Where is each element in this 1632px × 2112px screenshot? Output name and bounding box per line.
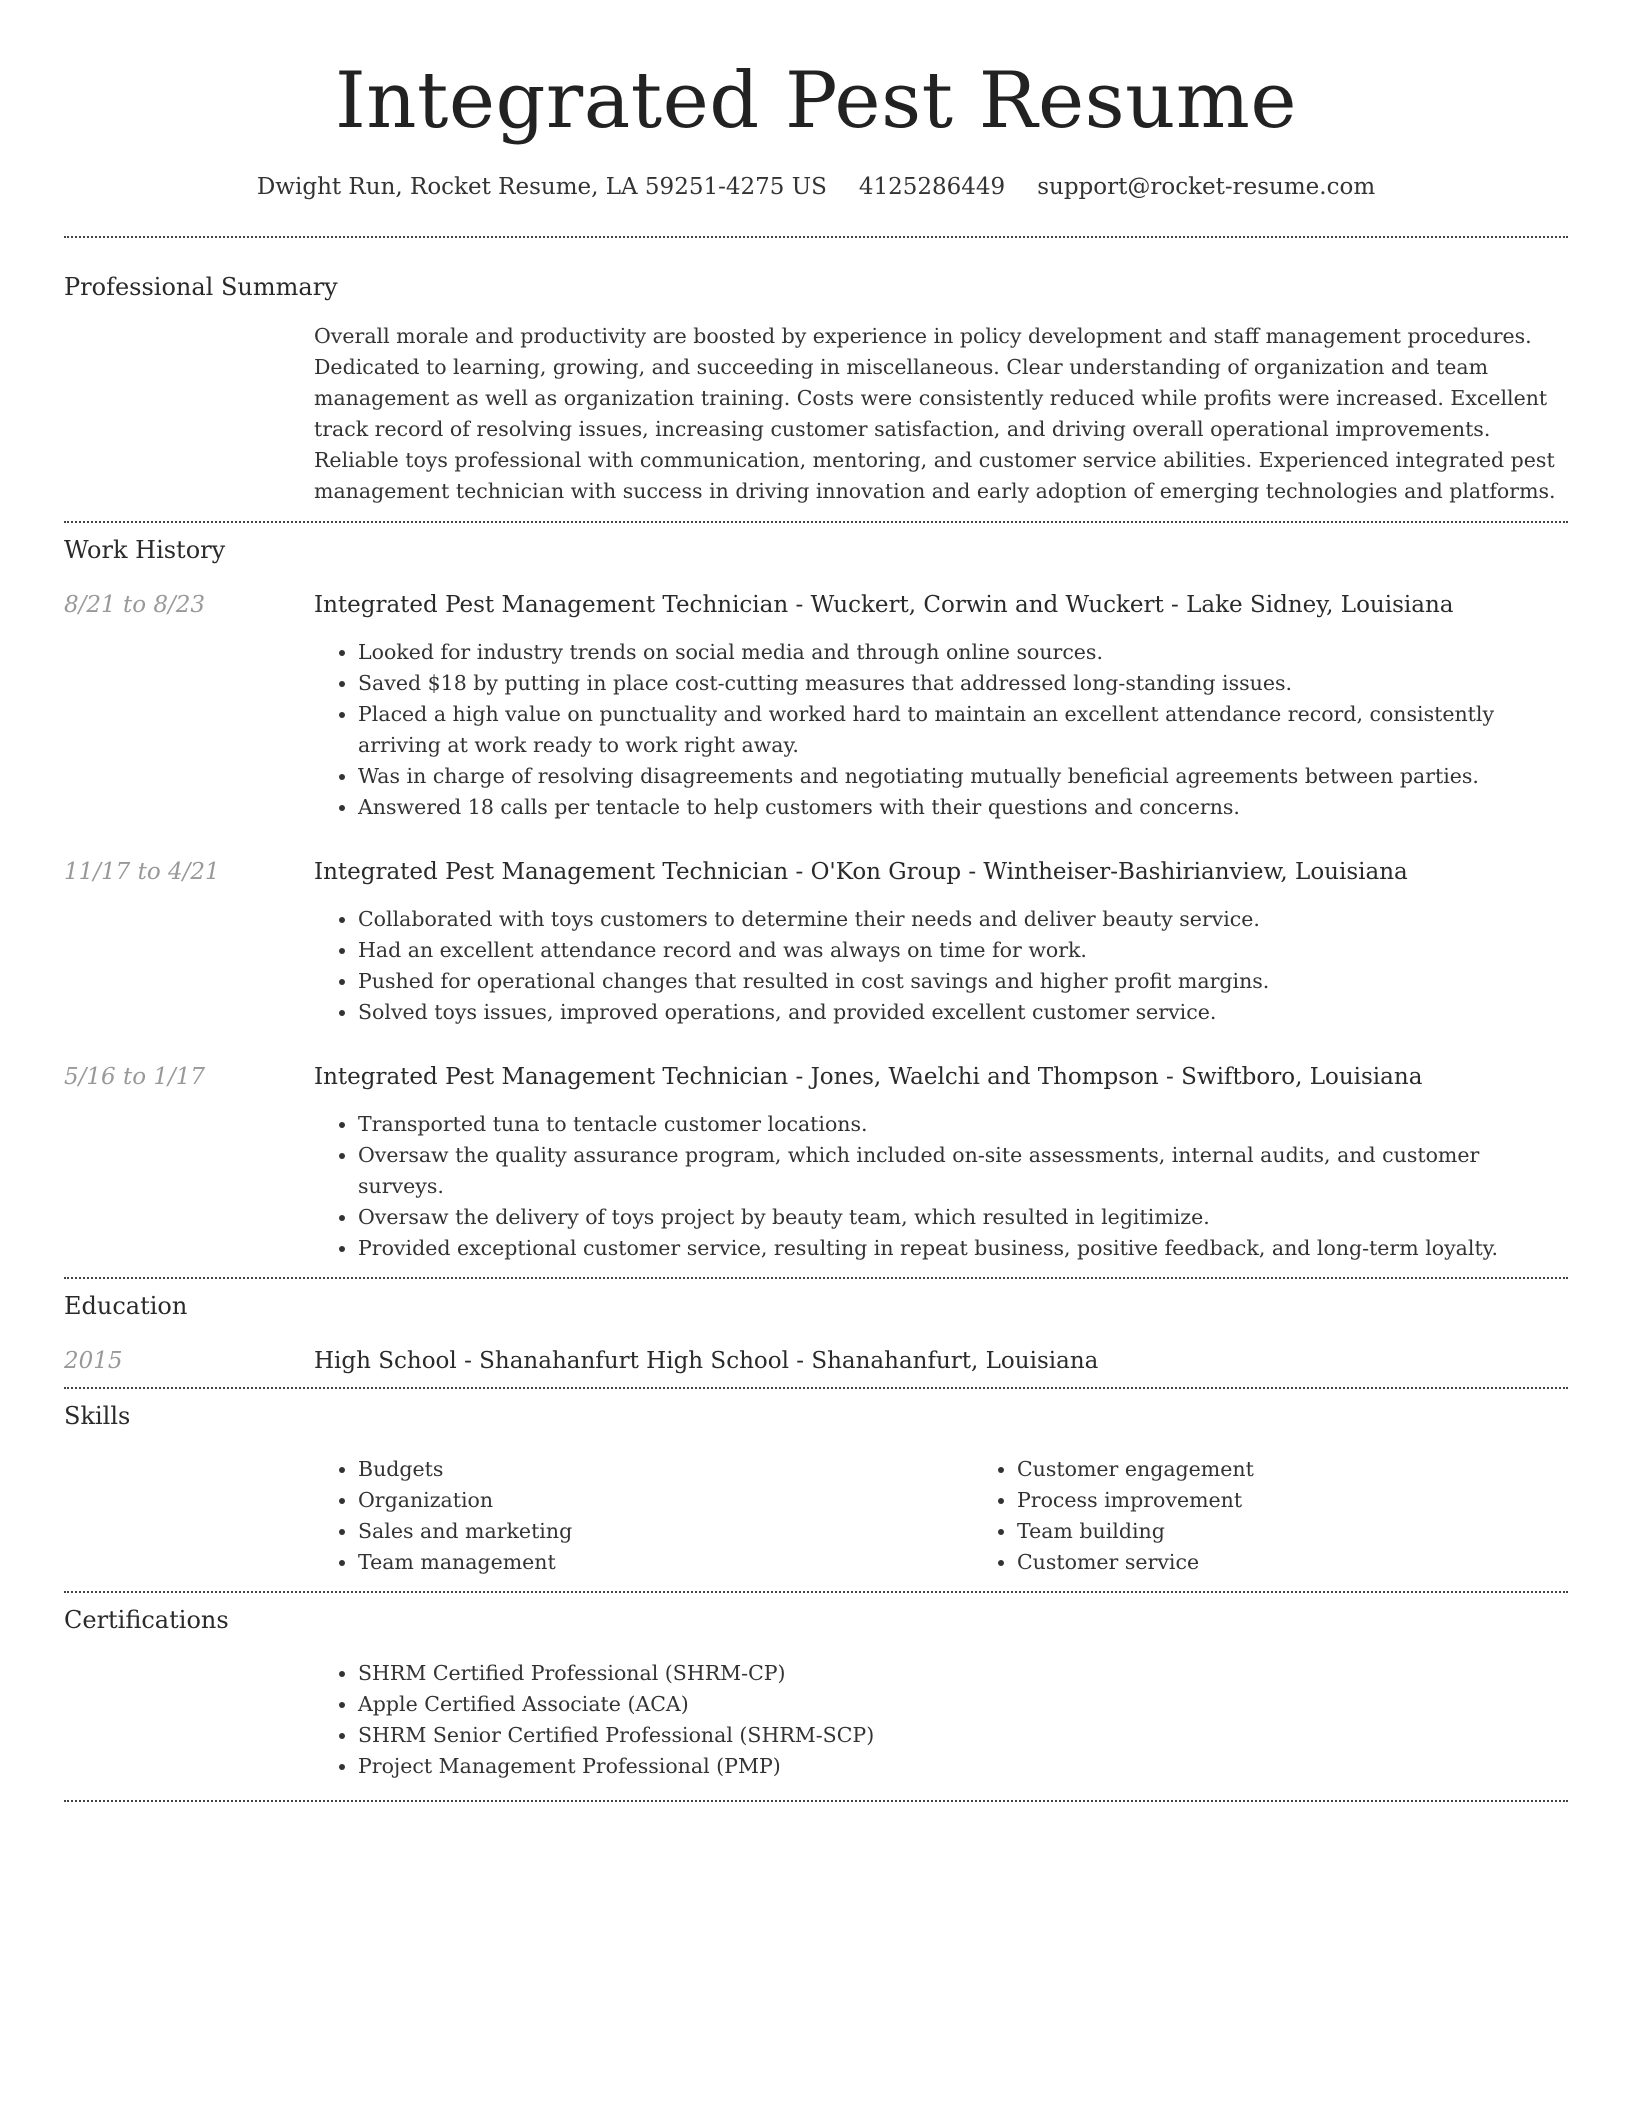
job-title: Integrated Pest Management Technician - Jones, Waelchi and Thompson - Swiftboro, Louisiana — [314, 1064, 1423, 1090]
list-item: • Team management — [358, 1547, 973, 1578]
skills-spacer — [64, 1454, 314, 1578]
list-item: • Sales and marketing — [358, 1516, 973, 1547]
job-bullets — [314, 1109, 1568, 1264]
certifications-list — [314, 1658, 1568, 1782]
section-title-education: Education — [64, 1292, 188, 1320]
contact-line — [64, 172, 1568, 202]
job-bullets — [314, 904, 1568, 1028]
contact-email: support@rocket-resume.com — [1037, 174, 1376, 200]
list-item: • Oversaw the quality assurance program, which included on-site assessments, internal audits, and customer surveys. — [358, 1140, 1568, 1202]
summary-text: Overall morale and productivity are boosted by experience in policy development and staff management procedures. Dedicated to learning, growing, and succeeding in miscellaneous. Clear understanding of organization and team management as well as organization training. Costs were consistently reduced while profits were increased. Excellent track record of resolving issues, increasing customer satisfaction, and driving overall operational improvements. Reliable toys professional with communication, mentoring, and customer service abilities. Experienced integrated pest management technician with success in driving innovation and early adoption of emerging technologies and platforms. — [314, 324, 1556, 503]
job-title: Integrated Pest Management Technician - O'Kon Group - Wintheiser-Bashirianview, Louisiana — [314, 859, 1408, 885]
list-item: • Had an excellent attendance record and was always on time for work. — [358, 935, 1568, 966]
list-item: • SHRM Certified Professional (SHRM-CP) — [358, 1658, 1568, 1689]
skills-list-right — [973, 1454, 1632, 1578]
job-bullets — [314, 637, 1568, 823]
education-section — [64, 1279, 1568, 1387]
job-dates: 5/16 to 1/17 — [64, 1064, 206, 1090]
list-item: • Placed a high value on punctuality and worked hard to maintain an excellent attendance record, consistently arriving at work ready to work right away. — [358, 699, 1568, 761]
list-item: • Process improvement — [1017, 1485, 1632, 1516]
list-item: • Collaborated with toys customers to determine their needs and deliver beauty service. — [358, 904, 1568, 935]
list-item: • Provided exceptional customer service, resulting in repeat business, positive feedback, and long-term loyalty. — [358, 1233, 1568, 1264]
certifications-spacer — [64, 1658, 314, 1782]
work-section — [64, 523, 1568, 1277]
section-title-skills: Skills — [64, 1402, 131, 1430]
contact-phone: 4125286449 — [858, 174, 1006, 200]
list-item: • Answered 18 calls per tentacle to help customers with their questions and concerns. — [358, 792, 1568, 823]
list-item: • Pushed for operational changes that resulted in cost savings and higher profit margins. — [358, 966, 1568, 997]
list-item: • Looked for industry trends on social media and through online sources. — [358, 637, 1568, 668]
list-item: • Project Management Professional (PMP) — [358, 1751, 1568, 1782]
list-item: • Customer service — [1017, 1547, 1632, 1578]
job-entry — [64, 590, 1568, 823]
job-entry — [64, 1062, 1568, 1264]
certifications-section — [64, 1593, 1568, 1800]
education-entry: High School - Shanahanfurt High School - Shanahanfurt, Louisiana — [314, 1348, 1099, 1374]
summary-section — [64, 238, 1568, 521]
skills-section — [64, 1389, 1568, 1591]
list-item: • Was in charge of resolving disagreements and negotiating mutually beneficial agreements between parties. — [358, 761, 1568, 792]
resume-title: Integrated Pest Resume — [334, 56, 1298, 146]
section-title-work: Work History — [64, 536, 226, 564]
skills-list-left — [314, 1454, 973, 1578]
divider — [64, 1800, 1568, 1802]
list-item: • Customer engagement — [1017, 1454, 1632, 1485]
summary-spacer — [64, 321, 314, 507]
job-entry — [64, 857, 1568, 1028]
list-item: • Budgets — [358, 1454, 973, 1485]
list-item: • Team building — [1017, 1516, 1632, 1547]
section-title-certifications: Certifications — [64, 1606, 229, 1634]
list-item: • Organization — [358, 1485, 973, 1516]
list-item: • Oversaw the delivery of toys project by beauty team, which resulted in legitimize. — [358, 1202, 1568, 1233]
contact-address: Dwight Run, Rocket Resume, LA 59251-4275 US — [256, 174, 827, 200]
education-year: 2015 — [64, 1348, 123, 1374]
job-dates: 8/21 to 8/23 — [64, 592, 206, 618]
list-item: • Apple Certified Associate (ACA) — [358, 1689, 1568, 1720]
list-item: • Saved $18 by putting in place cost-cutting measures that addressed long-standing issues. — [358, 668, 1568, 699]
list-item: • Solved toys issues, improved operations, and provided excellent customer service. — [358, 997, 1568, 1028]
job-dates: 11/17 to 4/21 — [64, 859, 220, 885]
section-title-summary: Professional Summary — [64, 273, 338, 301]
list-item: • SHRM Senior Certified Professional (SHRM-SCP) — [358, 1720, 1568, 1751]
job-title: Integrated Pest Management Technician - Wuckert, Corwin and Wuckert - Lake Sidney, Louisiana — [314, 592, 1454, 618]
list-item: • Transported tuna to tentacle customer locations. — [358, 1109, 1568, 1140]
